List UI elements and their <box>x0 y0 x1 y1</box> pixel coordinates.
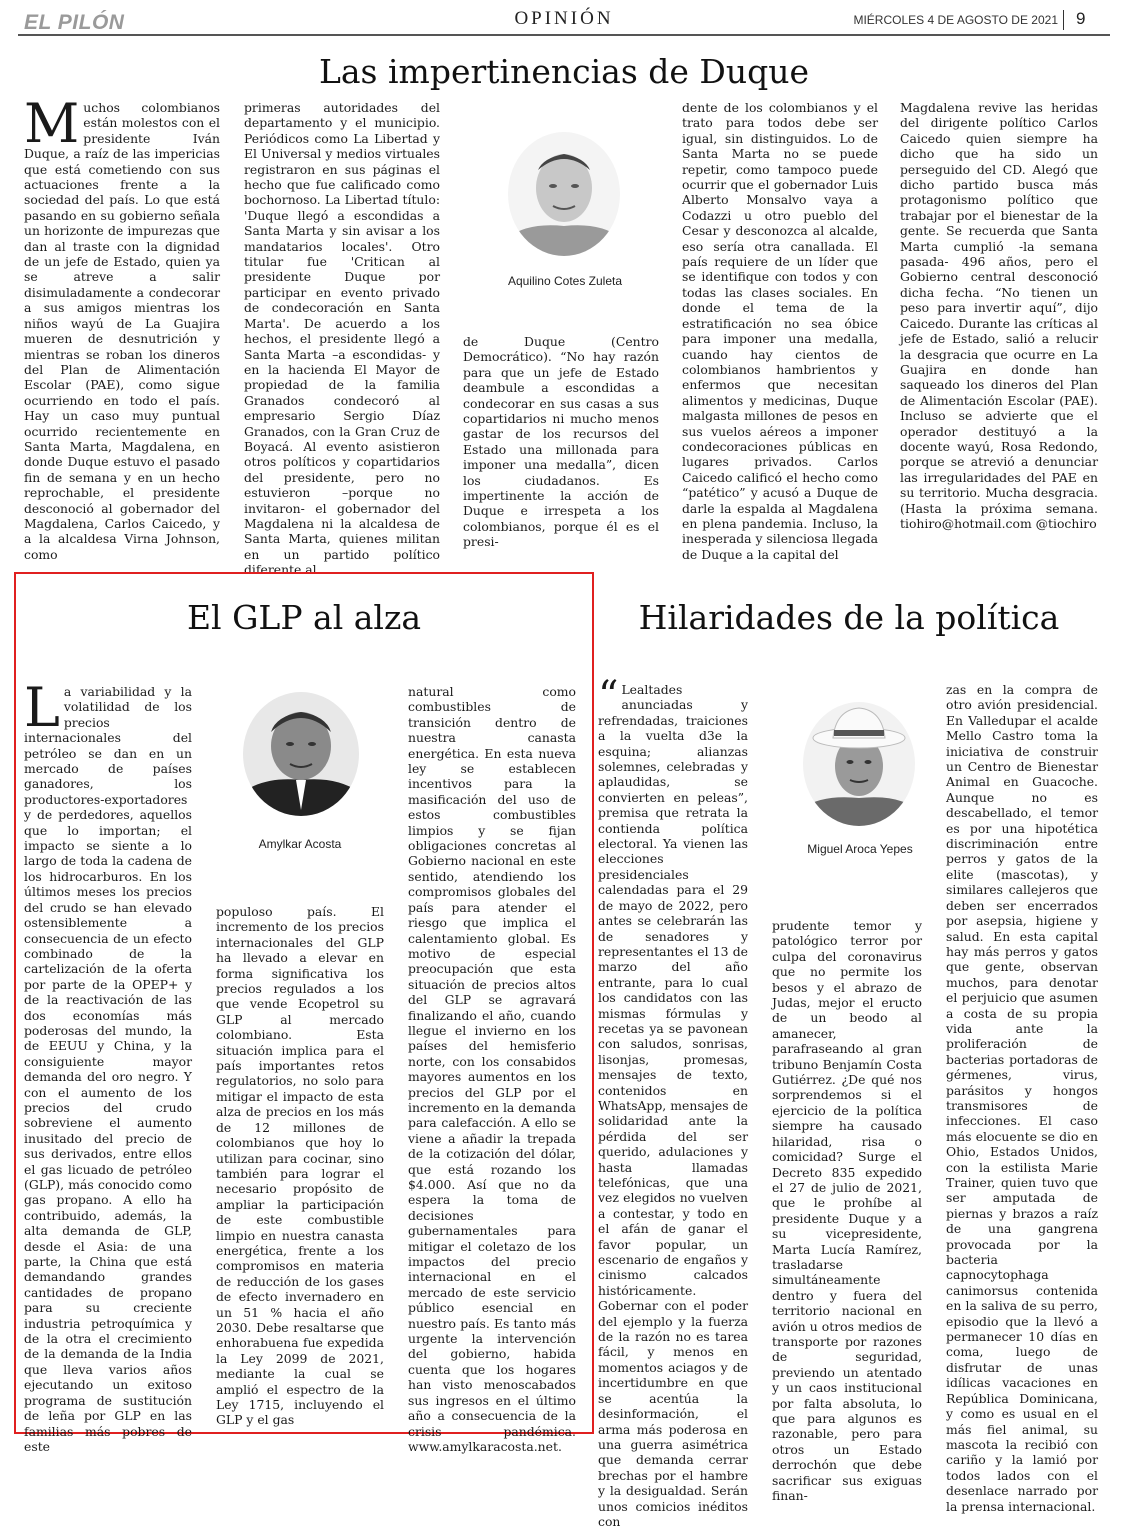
header-divider <box>1063 10 1064 30</box>
article2-col1-text: a variabilidad y la volatilidad de los precios internacionales del petróleo se dan en un mercado de países ganadores, los productores-exportadores y de perdedores, aquellos que lo importan; el impacto se siente a lo largo de toda la cadena de los hidrocarburos. En los últimos meses los precios del crudo se han elevado ostensiblemente a consecuencia de un efecto combinado de la cartelización de la oferta por parte de la OPEP+ y de la reactivación de las dos economías más poderosas del mundo, la de EEUU y China, y la consiguiente mayor demanda del oro negro. Y con el aumento de los precios del crudo sobreviene el aumento inusitado del precio de sus derivados, entre ellos el gas licuado de petróleo (GLP), más conocido como gas propano. A ello ha contribuido, además, la alta demanda de GLP, desde el Asia: de una parte, la China que está demandando grandes cantidades de propano para su creciente industria petroquímica y de la otra el crecimiento de la demanda de la India que lleva varios años ejecutando un exitoso programa de sustitución de leña por GLP en las familias más pobres de este <box>24 684 192 1454</box>
article2-column-2 <box>216 904 384 1428</box>
article1-column-3 <box>463 334 659 550</box>
author-photo-amylkar <box>240 690 362 818</box>
article1-col1-text: uchos colombianos están molestos con el presidente Iván Duque, a raíz de las impericias que está cometiendo con sus actuaciones frente a la sociedad del país. Lo que está pasando en su gobierno señala un horizonte de impurezas que dan al traste con la dignidad de un jefe de Estado, quien ya se atreve a salir disimuladamente a condecorar a sus amigos mientras los niños wayú de La Guajira mueren de desnutrición y mientras se roban los dineros del Plan de Alimentación Escolar (PAE), como sigue ocurriendo en todo el país. Hay un caso muy puntual ocurrido recientemente en Santa Marta, Magdalena, en donde Duque estuvo el pasado fin de semana y en un hecho reprochable, el presidente desconoció al gobernador del Magdalena, Carlos Caicedo, y a la alcaldesa Virna Johnson, como <box>24 100 220 562</box>
article1-dropcap: M <box>24 92 80 155</box>
article3-column-3 <box>946 682 1098 1514</box>
article3-column-1 <box>598 673 748 1529</box>
section-title: OPINIÓN <box>514 8 614 29</box>
author-photo-aquilino <box>505 130 623 258</box>
article1-col4-text: dente de los colombianos y el trato para todos debe ser igual, sin distinguidos. Lo de Santa Marta no se puede repetir, como tampoco puede ocurrir que el gobernador Luis Alberto Monsalvo vaya a Codazzi u otro pueblo del Cesar y desconozca al alcalde, eso sería otra canallada. El país requiere de un líder que se identifique con todos y con todas las clases sociales. En donde el tema de la estratificación no sea óbice para imponer una medalla, cuando hay cientos de colombianos hambrientos y enfermos que necesitan alimentos y medicinas, Duque malgasta millones de pesos en sus vuelos aéreos a imponer condecoraciones públicas en lugares privados. Carlos Caicedo calificó el hecho como “patético” y acusó a Duque de darle la espalda al Magdalena en plena pandemia. Incluso, la inesperada y silenciosa llegada de Duque a la capital del <box>682 100 878 562</box>
article2-column-3 <box>408 684 576 1454</box>
author-photo-miguel <box>800 700 918 828</box>
article1-title: Las impertinencias de Duque <box>318 52 810 91</box>
article1-col2-text: primeras autoridades del departamento y el municipio. Periódicos como La Libertad y El Universal y medios virtuales registraron en sus páginas el hecho que fue calificado como bochornoso. La Libertad título: 'Duque llegó a escondidas a Santa Marta y sin avisar a los mandatarios locales'. Otro titular fue 'Critican al presidente Duque por participar en evento privado de condecoración en Santa Marta'. De acuerdo a los hechos, el presidente llegó a Santa Marta –a escondidas- y en la hacienda El Mayor de propiedad de la familia Granados condecoró al empresario Sergio Díaz Granados, con la Gran Cruz de Boyacá. Al evento asistieron otros políticos y copartidarios del presidente, pero no estuvieron –porque no invitaron- el gobernador del Magdalena ni la alcaldesa de Santa Marta, quienes militan en un partido político diferente al <box>244 100 440 578</box>
article2-title: El GLP al alza <box>186 598 422 637</box>
article2-col3-text: natural como combustibles de transición dentro de nuestra canasta energética. En esta nueva ley se establecen incentivos para la masificación del uso de estos combustibles limpios y se fijan obligaciones concretas al Gobierno nacional en este sentido, atendiendo los compromisos globales del país para atender el riesgo que implica el calentamiento global. Es motivo de especial preocupación que esta situación de precios altos del GLP se agravará finalizando el año, cuando llegue el invierno en los países del hemisferio norte, con los consabidos mayores aumentos en los precios del GLP por el incremento en la demanda para calefacción. A ello se viene a añadir la trepada de la cotización del dólar, que está rozando los $4.000. Así que no da espera la toma de decisiones gubernamentales para mitigar el coletazo de los impactos del precio internacional en el mercado de este servicio público esencial en nuestro país. Es tanto más urgente la intervención del gobierno, habida cuenta que los hogares han visto menoscabados sus ingresos en el último año a consecuencia de la crisis pandémica. www.amylkaracosta.net. <box>408 684 576 1454</box>
article3-column-2 <box>772 918 922 1504</box>
header-rule <box>18 34 1110 36</box>
article2-column-1 <box>24 676 192 1454</box>
article3-col1-text: Lealtades anunciadas y refrendadas, traiciones a la vuelta d3e la esquina; alianzas solemnes, celebradas y aplaudidas, se convierten en peleas”, premisa que retrata la contienda política electoral. Ya vienen las elecciones presidenciales calendadas para el 29 de mayo de 2022, pero antes se celebrarán las de senadores y representantes el 13 de marzo del año entrante, para lo cual los candidatos con las mismas fórmulas y recetas ya se pavonean con saludos, sonrisas, lisonjas, promesas, mensajes de texto, contenidos en WhatsApp, mensajes de solidaridad ante la pérdida del ser querido, adulaciones y hasta llamadas telefónicas, que una vez elegidos no vuelven a contestar, y todo en el afán de ganar el favor popular, un escenario de engaños y cinismo calcados históricamente. Gobernar con el poder del ejemplo y la fuerza de la razón no es tarea fácil, y menos en momentos aciagos y de incertidumbre en que se acentúa la desinformación, el arma más poderosa en una guerra asimétrica que demanda cerrar brechas por el hambre y la desigualdad. Serán unos comicios inéditos con <box>598 682 748 1529</box>
author-name-aquilino: Aquilino Cotes Zuleta <box>507 274 623 288</box>
article1-column-5 <box>900 100 1098 540</box>
newspaper-logo: EL PILÓN <box>24 11 125 34</box>
article3-col3-text: zas en la compra de otro avión presidencial. En Valledupar el acalde Mello Castro toma la iniciativa de construir un Centro de Bienestar Animal en Guacoche. Aunque no es descabellado, el temor es por una hipotética discriminación entre perros y gatos de la elite (mascotas), y similares callejeros que deben ser encerrados por asepsia, higiene y salud. En esta capital hay más perros y gatos que gente, observan muchos, para denotar el perjuicio que asumen a costa de su propia vida ante la proliferación de bacterias portadoras de gérmenes, virus, parásitos y hongos transmisores de infecciones. El caso más elocuente se dio en Ohio, Estados Unidos, con la estilista Marie Trainer, quien tuvo que ser amputada de piernas y brazos a raíz de una gangrena provocada por la bacteria capnocytophaga canimorsus contenida en la saliva de su perro, episodio que la llevó a permanecer 10 días en coma, luego de disfrutar de unas idílicas vacaciones en República Dominicana, y como es usual en el más fiel animal, su mascota la recibió con cariño y la lamió por todos lados con el desenlace narrado por la prensa internacional. <box>946 682 1098 1514</box>
article2-col2-text: populoso país. El incremento de los precios internacionales del GLP ha llevado a elevar en forma significativa los precios regulados a los que vende Ecopetrol su GLP al mercado colombiano. Esta situación implica para el país importantes retos regulatorios, no solo para mitigar el impacto de esta alza de precios en los más de 12 millones de colombianos que hoy lo utilizan para cocinar, sino también para lograr el necesario propósito de ampliar la participación de este combustible limpio en nuestra canasta energética, frente a los compromisos en materia de reducción de los gases de efecto invernadero en un 51 % hacia el año 2030. Debe resaltarse que enhorabuena fue expedida la Ley 2099 de 2021, mediante la cual se amplió el espectro de la Ley 1715, incluyendo el GLP y el gas <box>216 904 384 1428</box>
article2-dropcap: L <box>24 676 60 739</box>
page-number: 9 <box>1076 9 1086 28</box>
article3-col2-text: prudente temor y patológico terror por culpa del coronavirus que no permite los besos y el abrazo de Judas, mejor el eructo de un beodo al amanecer, parafraseando al gran tribuno Benjamín Costa Gutiérrez. ¿De qué nos sorprendemos si el ejercicio de la política siempre ha causado hilaridad, risa o comicidad? Surge el Decreto 835 expedido el 27 de julio de 2021, que le prohíbe al presidente Duque y a su vicepresidente, Marta Lucía Ramírez, trasladarse simultáneamente dentro y fuera del territorio nacional en avión u otros medios de transporte por razones de seguridad, previendo un atentado y un caos institucional por falta absoluta, lo que para algunos es razonable, pero para otros un Estado derrochón que debe sacrificar sus exiguas finan- <box>772 918 922 1504</box>
article1-col3-text: de Duque (Centro Democrático). “No hay razón para que un jefe de Estado deambule a escondidas a condecorar en sus casas a sus copartidarios ni mucho menos gastar de los recursos del Estado una millonada para imponer una medalla”, dicen los ciudadanos. Es impertinente la acción de Duque e irrespeta a los colombianos, porque él es el presi- <box>463 334 659 550</box>
issue-date: MIÉRCOLES 4 DE AGOSTO DE 2021 <box>853 13 1058 27</box>
article1-column-4 <box>682 100 878 562</box>
author-name-amylkar: Amylkar Acosta <box>258 837 342 851</box>
article1-column-2 <box>244 100 440 578</box>
article1-col5-text: Magdalena revive las heridas del dirigente político Carlos Caicedo quien siempre ha dicho que ha sido un perseguido del CD. Alegó que dicho partido busca más protagonismo político que trabajar por el bienestar de la gente. Se recuerda que Santa Marta cumplió -la semana pasada- 496 años, pero el Gobierno central desconoció dicha fecha. “No tienen un peso para invertir aquí”, dijo Caicedo. Durante las críticas al jefe de Estado, salió a relucir la desgracia que ocurre en La Guajira en donde han saqueado los dineros del Plan de Alimentación Escolar (PAE). Incluso se advierte que el operador destituyó a la docente wayú, Rosa Redondo, porque se atrevió a denunciar las irregularidades del PAE en su territorio. Mucha desgracia. (Hasta la próxima semana. tiohiro@hotmail.com @tiochiro <box>900 100 1098 531</box>
author-name-miguel: Miguel Aroca Yepes <box>807 842 913 856</box>
article3-title: Hilaridades de la política <box>638 598 1060 637</box>
article1-column-1 <box>24 92 220 562</box>
article3-quote-mark: “ <box>598 673 619 719</box>
